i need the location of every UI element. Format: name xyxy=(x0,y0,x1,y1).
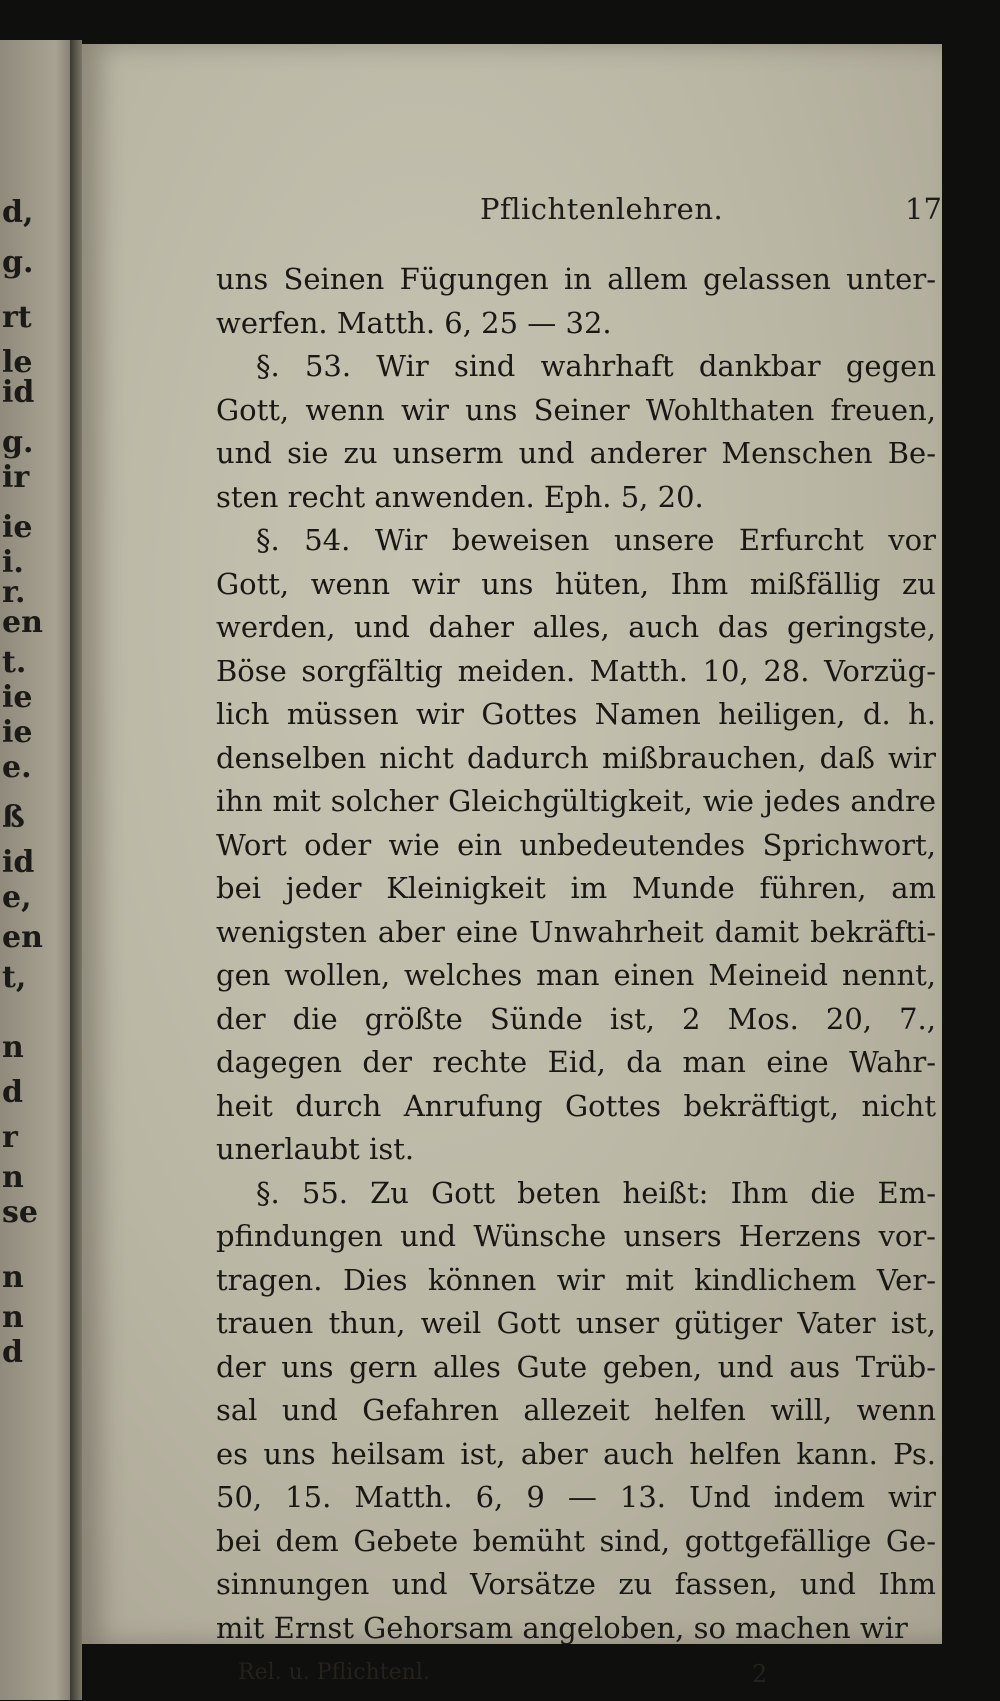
left-page-fragments xyxy=(0,40,80,1700)
text-line: 50, 15. Matth. 6, 9 — 13. Und indem wir xyxy=(216,1480,936,1514)
running-head: Pflichtenlehren. xyxy=(480,192,724,226)
text-line: wenigsten aber eine Unwahrheit damit bekräfti- xyxy=(216,914,936,949)
left-page-fragment: id xyxy=(2,375,35,410)
text-line: der uns gern alles Gute geben, und aus Trüb- xyxy=(216,1349,936,1384)
left-page-fragment: n xyxy=(2,1160,24,1195)
left-page-fragment: n xyxy=(2,1260,24,1295)
text-line: §. 53. Wir sind wahrhaft dankbar gegen xyxy=(256,349,936,383)
text-line: der die größte Sünde ist, 2 Mos. 20, 7., xyxy=(216,1001,936,1036)
page-footer xyxy=(82,1660,942,1696)
left-page-fragment: ie xyxy=(2,680,33,715)
text-line: §. 54. Wir beweisen unsere Erfurcht vor xyxy=(256,523,936,557)
left-page-fragment: ie xyxy=(2,715,33,750)
text-line: Böse sorgfältig meiden. Matth. 10, 28. Vorzüg- xyxy=(216,653,936,688)
text-line: sten recht anwenden. Eph. 5, 20. xyxy=(216,479,704,514)
text-line: tragen. Dies können wir mit kindlichem Ver- xyxy=(216,1262,936,1297)
text-line: ihn mit solcher Gleichgültigkeit, wie jedes andre xyxy=(216,784,936,818)
left-page-fragment: n xyxy=(2,1030,24,1065)
left-page-fragment: e. xyxy=(2,750,32,785)
sheet-number: 2 xyxy=(752,1660,768,1688)
text-line: denselben nicht dadurch mißbrauchen, daß wir xyxy=(216,740,936,775)
left-page-fragment: ir xyxy=(2,460,30,495)
text-line: sal und Gefahren allezeit helfen will, wenn xyxy=(216,1393,936,1427)
text-line: lich müssen wir Gottes Namen heiligen, d. h. xyxy=(216,697,936,731)
left-page-fragment: r xyxy=(2,1120,18,1155)
body-text xyxy=(216,258,936,1650)
left-page-fragment: n xyxy=(2,1300,24,1335)
left-page-fragment: g. xyxy=(2,425,34,460)
left-page-fragment: g. xyxy=(2,245,34,280)
left-page-fragment: en xyxy=(2,920,43,955)
left-page-fragment: en xyxy=(2,605,43,640)
left-page-fragment: ß xyxy=(2,800,25,835)
left-page-fragment: ie xyxy=(2,510,33,545)
left-page-fragment: id xyxy=(2,845,35,880)
text-line: Gott, wenn wir uns hüten, Ihm mißfällig zu xyxy=(216,566,936,601)
text-line: und sie zu unserm und anderer Menschen Be- xyxy=(216,436,936,470)
left-page-fragment: se xyxy=(2,1195,38,1230)
text-line: mit Ernst Gehorsam angeloben, so machen wir xyxy=(216,1610,908,1645)
left-page-fragment: d xyxy=(2,1335,23,1370)
text-line: heit durch Anrufung Gottes bekräftigt, nicht xyxy=(216,1088,936,1123)
text-line: gen wollen, welches man einen Meineid nennt, xyxy=(216,958,936,992)
left-page-fragment: rt xyxy=(2,300,32,335)
text-line: werfen. Matth. 6, 25 — 32. xyxy=(216,305,612,340)
left-page-fragment: t, xyxy=(2,960,27,995)
left-page-fragment: le xyxy=(2,345,33,380)
text-line: bei jeder Kleinigkeit im Munde führen, am xyxy=(216,871,936,905)
left-page-fragment: d xyxy=(2,1075,23,1110)
text-line: dagegen der rechte Eid, da man eine Wahr- xyxy=(216,1045,936,1079)
book-gutter xyxy=(70,40,82,1700)
text-line: Wort oder wie ein unbedeutendes Sprichwort, xyxy=(216,827,936,862)
text-line: sinnungen und Vorsätze zu fassen, und Ihm xyxy=(216,1567,936,1601)
left-page-fragment: i. xyxy=(2,545,24,580)
page-header xyxy=(82,192,942,232)
signature-mark: Rel. u. Pflichtenl. xyxy=(238,1660,430,1685)
book-page xyxy=(82,44,942,1688)
left-page-fragment: t. xyxy=(2,645,27,680)
text-line: unerlaubt ist. xyxy=(216,1132,415,1166)
text-line: pfindungen und Wünsche unsers Herzens vor- xyxy=(216,1219,936,1253)
page-number: 17 xyxy=(905,192,942,226)
left-page-fragment: d, xyxy=(2,195,34,230)
text-line: bei dem Gebete bemüht sind, gottgefällige Ge- xyxy=(216,1523,936,1558)
text-line: trauen thun, weil Gott unser gütiger Vater ist, xyxy=(216,1306,936,1340)
left-page-fragment: r. xyxy=(2,575,26,610)
text-line: §. 55. Zu Gott beten heißt: Ihm die Em- xyxy=(256,1175,936,1210)
left-page-edge xyxy=(0,40,80,1700)
text-line: Gott, wenn wir uns Seiner Wohlthaten freuen, xyxy=(216,392,936,427)
text-line: es uns heilsam ist, aber auch helfen kann. Ps. xyxy=(216,1436,936,1471)
text-line: werden, und daher alles, auch das geringste, xyxy=(216,610,936,644)
text-line: uns Seinen Fügungen in allem gelassen unter- xyxy=(216,262,936,296)
left-page-fragment: e, xyxy=(2,880,32,915)
